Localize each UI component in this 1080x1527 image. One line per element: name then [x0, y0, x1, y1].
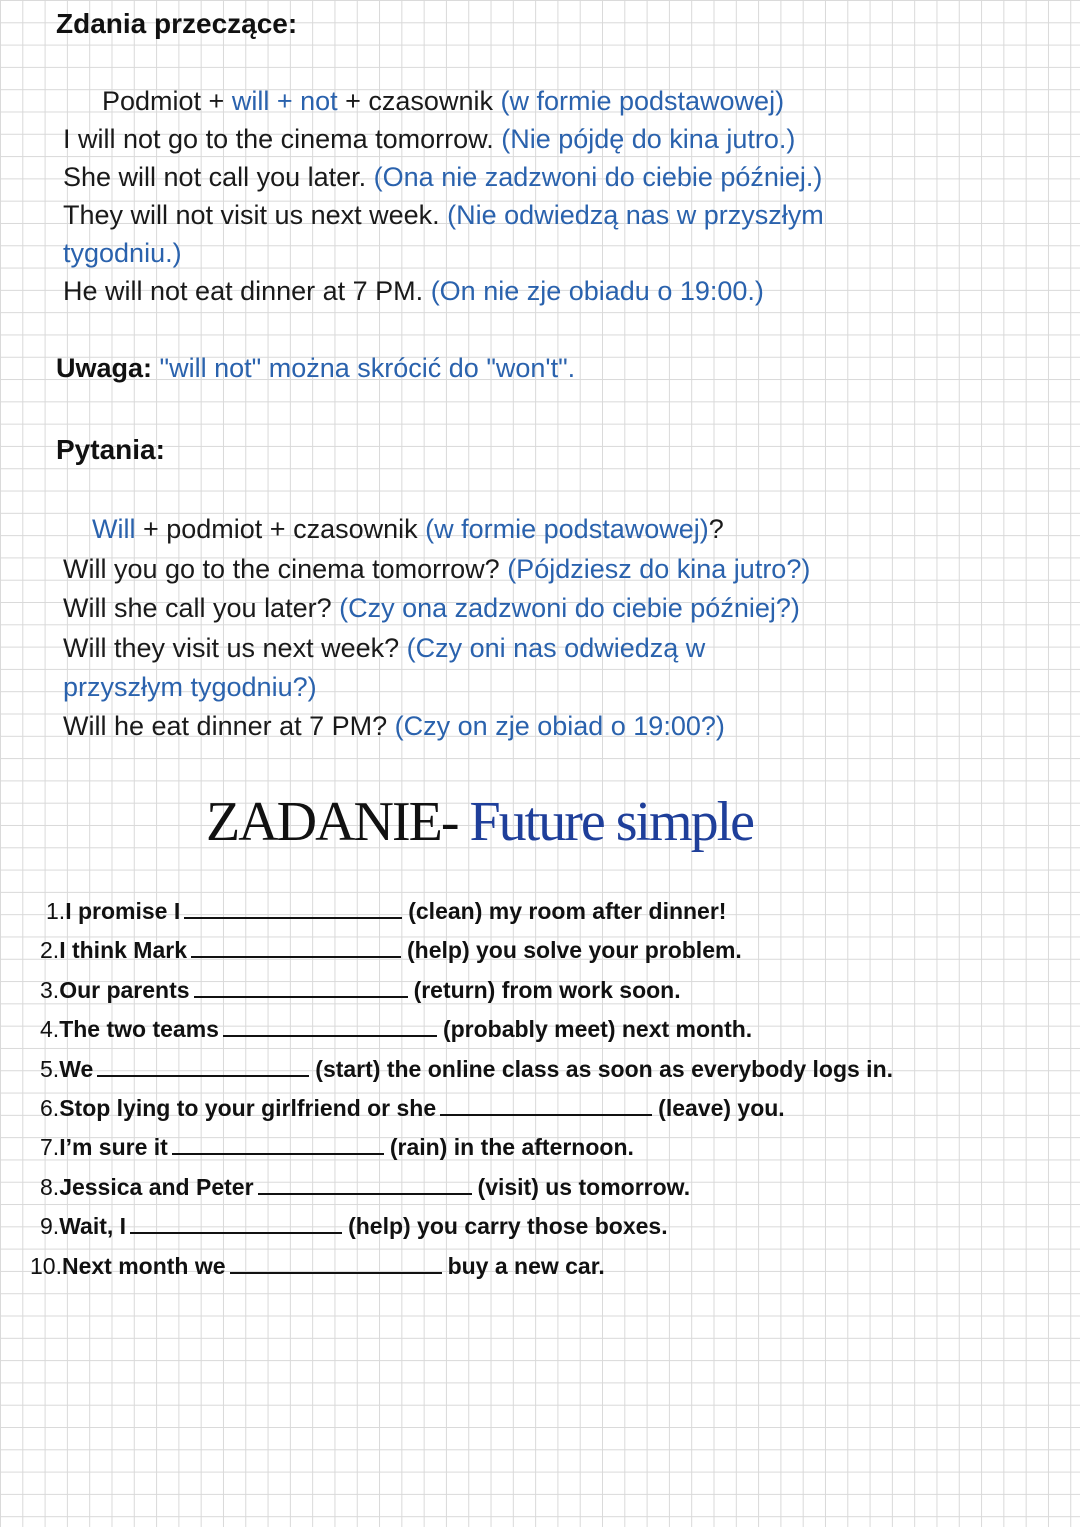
question-example — [63, 629, 705, 667]
item-before: I promise I — [65, 898, 181, 924]
answer-blank[interactable] — [184, 916, 402, 919]
item-before: Our parents — [59, 977, 190, 1003]
example-pl: (Nie odwiedzą nas w przyszłym — [447, 200, 824, 230]
item-number: 3. — [40, 977, 60, 1003]
answer-blank[interactable] — [230, 1271, 442, 1274]
item-after: (rain) in the afternoon. — [389, 1134, 634, 1160]
example-pl: (Pójdziesz do kina jutro?) — [507, 554, 811, 584]
item-number: 6. — [40, 1095, 60, 1121]
formula-part: will + not — [231, 86, 338, 116]
negative-example — [63, 196, 824, 234]
item-number: 4. — [40, 1016, 60, 1042]
exercise-item — [40, 1014, 752, 1044]
task-title-prefix: ZADANIE- — [206, 791, 470, 853]
example-pl: (Ona nie zadzwoni do ciebie później.) — [373, 162, 823, 192]
exercise-item — [40, 975, 681, 1005]
answer-blank[interactable] — [258, 1192, 472, 1195]
item-before: Jessica and Peter — [59, 1174, 254, 1200]
example-en: She will not call you later. — [63, 162, 374, 192]
example-pl: (Czy on zje obiad o 19:00?) — [394, 711, 725, 741]
item-after: (visit) us tomorrow. — [477, 1174, 691, 1200]
exercise-item — [40, 1132, 634, 1162]
item-number: 5. — [40, 1056, 60, 1082]
example-pl: (Czy ona zadzwoni do ciebie później?) — [339, 593, 800, 623]
question-example — [63, 550, 810, 588]
formula-part: + czasownik — [337, 86, 501, 116]
task-title-topic: Future simple — [469, 791, 754, 853]
example-pl: (Czy oni nas odwiedzą w — [406, 633, 706, 663]
example-en: Will she call you later? — [63, 593, 340, 623]
questions-formula — [92, 510, 724, 548]
item-number: 8. — [40, 1174, 60, 1200]
answer-blank[interactable] — [172, 1152, 384, 1155]
answer-blank[interactable] — [97, 1074, 309, 1077]
negative-heading: Zdania przeczące: — [56, 8, 298, 39]
example-pl: (Nie pójdę do kina jutro.) — [501, 124, 796, 154]
example-en: Will they visit us next week? — [63, 633, 407, 663]
formula-part: (w formie podstawowej) — [425, 514, 709, 544]
exercise-item — [30, 1251, 605, 1281]
item-after: buy a new car. — [447, 1253, 605, 1279]
item-after: (leave) you. — [658, 1095, 785, 1121]
example-pl-continued: tygodniu.) — [63, 238, 182, 268]
item-number: 7. — [40, 1134, 60, 1160]
item-number: 10. — [30, 1253, 62, 1279]
answer-blank[interactable] — [440, 1113, 652, 1116]
answer-blank[interactable] — [191, 955, 401, 958]
formula-part: (w formie podstawowej) — [500, 86, 785, 116]
item-before: Next month we — [61, 1253, 226, 1279]
note-label: Uwaga: — [56, 353, 153, 383]
question-example — [63, 707, 725, 745]
item-after: (probably meet) next month. — [442, 1016, 753, 1042]
answer-blank[interactable] — [130, 1231, 342, 1234]
formula-part: Will — [92, 514, 136, 544]
example-en: I will not go to the cinema tomorrow. — [63, 124, 502, 154]
item-after: (start) the online class as soon as everybody logs in. — [315, 1056, 894, 1082]
item-after: (clean) my room after dinner! — [408, 898, 727, 924]
item-before: I think Mark — [59, 937, 187, 963]
formula-part: Podmiot + — [102, 86, 232, 116]
exercise-item — [40, 1054, 893, 1084]
item-before: Wait, I — [59, 1213, 127, 1239]
formula-part: + podmiot + czasownik — [135, 514, 426, 544]
answer-blank[interactable] — [223, 1034, 437, 1037]
answer-blank[interactable] — [194, 995, 408, 998]
task-title — [206, 790, 753, 854]
negative-example — [63, 272, 764, 310]
item-before: We — [59, 1056, 94, 1082]
example-pl-continued: przyszłym tygodniu?) — [63, 672, 317, 702]
note-text: "will not" można skrócić do "won't". — [152, 353, 576, 383]
exercise-item — [40, 1211, 668, 1241]
questions-heading: Pytania: — [56, 434, 165, 465]
item-after: (help) you carry those boxes. — [348, 1213, 668, 1239]
example-en: He will not eat dinner at 7 PM. — [63, 276, 431, 306]
negative-formula — [102, 82, 784, 120]
item-number: 1. — [46, 898, 66, 924]
example-pl: (On nie zje obiadu o 19:00.) — [430, 276, 764, 306]
item-after: (return) from work soon. — [413, 977, 681, 1003]
example-en: They will not visit us next week. — [63, 200, 448, 230]
item-before: I’m sure it — [59, 1134, 168, 1160]
exercise-item — [46, 896, 726, 926]
item-before: Stop lying to your girlfriend or she — [59, 1095, 437, 1121]
formula-part: ? — [708, 514, 724, 544]
negative-example — [63, 158, 822, 196]
item-after: (help) you solve your problem. — [407, 937, 742, 963]
question-example — [63, 589, 800, 627]
example-en: Will he eat dinner at 7 PM? — [63, 711, 395, 741]
negative-example — [63, 120, 795, 158]
exercise-item — [40, 1172, 690, 1202]
exercise-item — [40, 935, 742, 965]
example-en: Will you go to the cinema tomorrow? — [63, 554, 508, 584]
exercise-item — [40, 1093, 785, 1123]
item-number: 9. — [40, 1213, 60, 1239]
item-number: 2. — [40, 937, 60, 963]
item-before: The two teams — [59, 1016, 219, 1042]
note — [56, 349, 575, 387]
